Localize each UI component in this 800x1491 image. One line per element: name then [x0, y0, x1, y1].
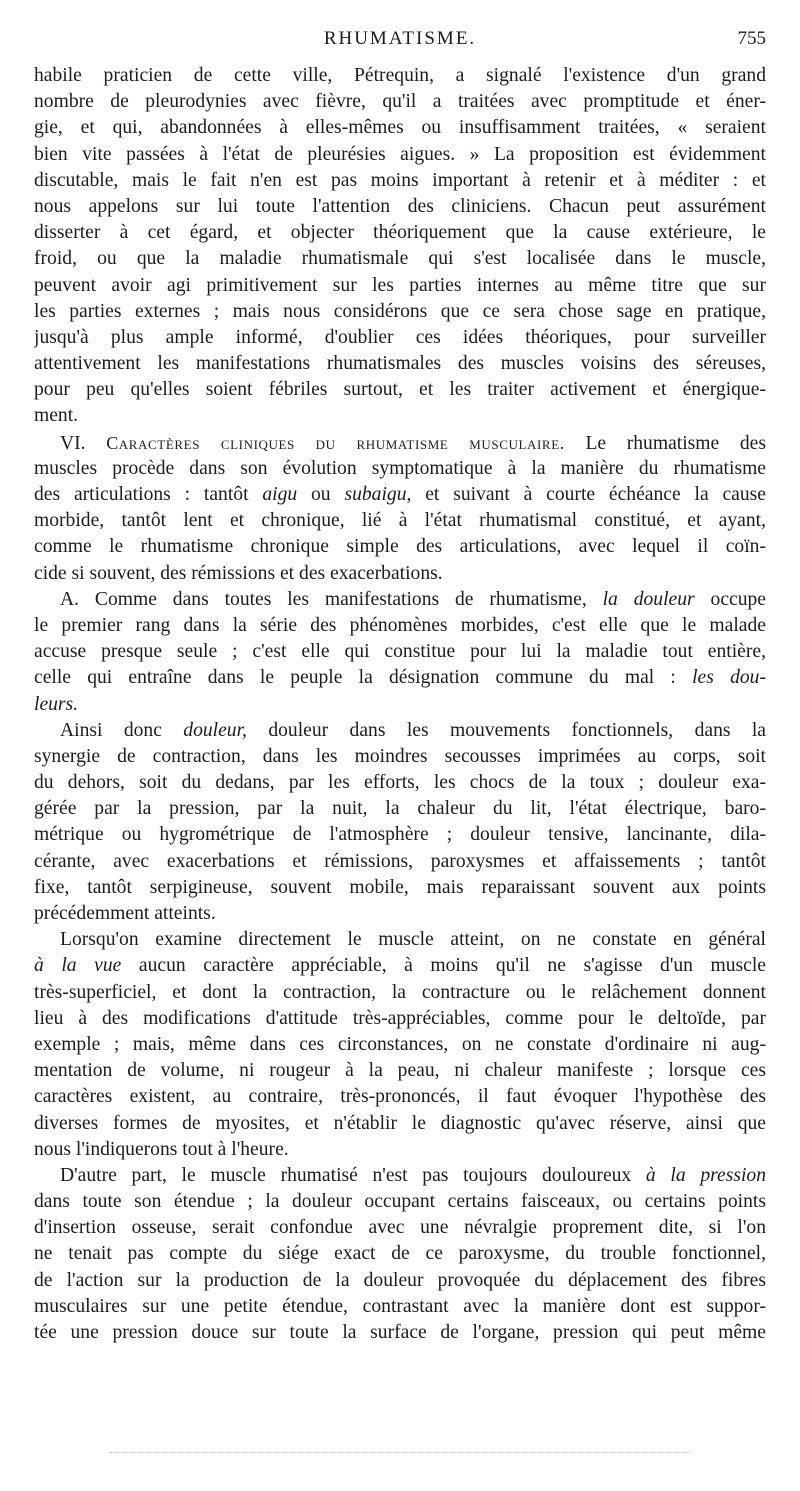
text-segment: gie, et qui, abandonnées à elles-mêmes ou insuffisamment traitées, « seraient: [34, 117, 766, 139]
text-segment: celle qui entraîne dans le peuple la désignation commune du mal :: [34, 667, 693, 689]
text-line: [34, 796, 766, 822]
italic-text: leurs.: [34, 693, 79, 715]
text-line: [34, 1163, 766, 1189]
text-line: [34, 1294, 766, 1320]
text-line: [34, 273, 766, 299]
text-line: [34, 482, 766, 508]
text-line: [34, 1084, 766, 1110]
text-segment: musculaires sur une petite étendue, contrastant avec la manière dont est suppor-: [34, 1295, 766, 1317]
text-segment: froid, ou que la maladie rhumatismale qui s'est localisée dans le muscle,: [34, 248, 766, 270]
body-text: [34, 63, 766, 1346]
running-title: RHUMATISME.: [323, 28, 477, 49]
italic-text: aigu: [262, 484, 298, 505]
text-line: [34, 770, 766, 796]
text-line: [34, 403, 766, 429]
text-line: [34, 325, 766, 351]
text-segment: métrique ou hygrométrique de l'atmosphère ; douleur tensive, lancinante, dila-: [34, 824, 766, 846]
text-line: [34, 246, 766, 272]
text-segment: nous l'indiquerons tout à l'heure.: [34, 1138, 289, 1160]
text-line: [34, 639, 766, 665]
text-line: [34, 980, 766, 1006]
text-line: [34, 665, 766, 691]
text-segment: occupe: [694, 588, 766, 610]
text-segment: nous appelons sur lui toute l'attention des cliniciens. Chacun peut assurément: [34, 195, 766, 217]
text-line: [34, 927, 766, 953]
text-segment: accuse presque seule ; c'est elle qui constitue pour lui la maladie tout entière,: [34, 641, 766, 663]
text-segment: VI.: [60, 432, 107, 454]
text-line: [34, 822, 766, 848]
text-segment: lieu à des modifications d'attitude très-appréciables, comme pour le deltoïde, par: [34, 1007, 766, 1029]
text-segment: morbide, tantôt lent et chronique, lié à l'état rhumatismal constitué, et ayant,: [34, 510, 766, 532]
footer-rule: [110, 1452, 690, 1453]
text-line: [34, 901, 766, 927]
text-line: [34, 115, 766, 141]
text-segment: pour peu qu'elles soient fébriles surtout, et les traiter activement et énergique-: [34, 379, 766, 401]
text-segment: A. Comme dans toutes les manifestations de rhumatisme,: [60, 588, 603, 610]
text-line: [34, 1058, 766, 1084]
text-line: [34, 1320, 766, 1346]
text-line: [34, 89, 766, 115]
italic-text: à la pression: [645, 1164, 766, 1186]
text-segment: de l'action sur la production de la douleur provoquée du déplacement des fibres: [34, 1269, 766, 1291]
text-segment: les parties externes ; mais nous considérons que ce sera chose sage en pratique,: [34, 300, 766, 322]
text-line: [34, 351, 766, 377]
text-segment: peuvent avoir agi primitivement sur les parties internes au même titre que sur: [34, 274, 766, 296]
text-line: [34, 1215, 766, 1241]
text-line: [34, 1137, 766, 1163]
text-segment: très-superficiel, et dont la contraction, la contracture ou le relâchement donnent: [34, 981, 766, 1003]
text-segment: des articulations : tantôt: [34, 484, 263, 505]
text-segment: aucun caractère appréciable, à moins qu'il ne s'agisse d'un muscle: [121, 955, 766, 977]
text-line: [34, 1268, 766, 1294]
text-segment: le premier rang dans la série des phénomènes morbides, c'est elle que le malade: [34, 614, 766, 636]
page-header: [34, 28, 766, 58]
text-line: [34, 1032, 766, 1058]
italic-text: subaigu: [344, 484, 407, 505]
text-line: [34, 142, 766, 168]
text-segment: gérée par la pression, par la nuit, la chaleur du lit, l'état électrique, baro-: [34, 798, 766, 820]
text-segment: ment.: [34, 405, 79, 427]
italic-text: les dou-: [692, 667, 766, 689]
text-segment: Ainsi donc: [60, 719, 184, 741]
text-line: [34, 63, 766, 89]
text-segment: Lorsqu'on examine directement le muscle atteint, on ne constate en général: [60, 929, 766, 951]
text-segment: du dehors, soit du dedans, par les efforts, les chocs de la toux ; douleur exa-: [34, 772, 766, 794]
text-line: [34, 613, 766, 639]
text-segment: ne tenait pas compte du siége exact de ce paroxysme, du trouble fonctionnel,: [34, 1243, 766, 1265]
text-line: [34, 508, 766, 534]
text-line: [34, 744, 766, 770]
section-heading: Caractères cliniques du rhumatisme musculaire.: [106, 432, 565, 453]
text-segment: synergie de contraction, dans les moindres secousses imprimées au corps, soit: [34, 745, 766, 767]
text-segment: discutable, mais le fait n'en est pas moins important à retenir et à méditer : et: [34, 169, 766, 191]
text-line: [34, 692, 766, 718]
text-segment: Le rhumatisme des: [564, 432, 766, 454]
text-segment: comme le rhumatisme chronique simple des articulations, avec lequel il coïn-: [34, 536, 766, 558]
text-line: [34, 561, 766, 587]
text-segment: mentation de volume, ni rougeur à la peau, ni chaleur manifeste ; lorsque ces: [34, 1060, 766, 1082]
text-line: [34, 1241, 766, 1267]
text-segment: d'insertion osseuse, serait confondue avec une névralgie proprement dite, si l'on: [34, 1217, 766, 1239]
text-segment: D'autre part, le muscle rhumatisé n'est pas toujours douloureux: [60, 1164, 646, 1186]
text-line: [34, 875, 766, 901]
text-line: [34, 299, 766, 325]
text-segment: exemple ; mais, même dans ces circonstances, on ne constate d'ordinaire ni aug-: [34, 1033, 766, 1055]
text-segment: cide si souvent, des rémissions et des exacerbations.: [34, 562, 443, 584]
text-line: [34, 718, 766, 744]
text-line: [34, 849, 766, 875]
text-segment: douleur dans les mouvements fonctionnels, dans la: [246, 719, 766, 741]
text-segment: précédemment atteints.: [34, 903, 216, 924]
text-line: [34, 1006, 766, 1032]
text-segment: nombre de pleurodynies avec fièvre, qu'il a traitées avec promptitude et éner-: [34, 91, 766, 113]
text-line: [34, 1189, 766, 1215]
text-segment: ou: [297, 484, 345, 505]
text-segment: habile praticien de cette ville, Pétrequin, a signalé l'existence d'un grand: [34, 65, 766, 86]
text-segment: bien vite passées à l'état de pleurésies aigues. » La proposition est évidemment: [34, 143, 766, 165]
text-segment: cérante, avec exacerbations et rémissions, paroxysmes et affaissements ; tantôt: [34, 850, 766, 872]
italic-text: douleur,: [183, 719, 247, 741]
text-segment: , et suivant à courte échéance la cause: [406, 484, 766, 505]
text-line: [34, 220, 766, 246]
italic-text: à la vue: [34, 955, 122, 977]
text-line: [34, 377, 766, 403]
text-segment: dans toute son étendue ; la douleur occupant certains faisceaux, ou certains points: [34, 1191, 766, 1213]
text-line: [34, 168, 766, 194]
text-line: [34, 534, 766, 560]
text-line: [34, 430, 766, 456]
text-segment: caractères existent, au contraire, très-prononcés, il faut évoquer l'hypothèse des: [34, 1086, 766, 1108]
text-segment: jusqu'à plus ample informé, d'oublier ces idées théoriques, pour surveiller: [34, 326, 766, 348]
text-segment: diverses formes de myosites, et n'établir le diagnostic qu'avec réserve, ainsi que: [34, 1112, 766, 1134]
text-line: [34, 194, 766, 220]
text-line: [34, 1111, 766, 1137]
text-line: [34, 587, 766, 613]
page-number: 755: [737, 28, 766, 49]
text-line: [34, 456, 766, 482]
text-line: [34, 953, 766, 979]
text-segment: tée une pression douce sur toute la surface de l'organe, pression qui peut même: [34, 1322, 766, 1343]
italic-text: la douleur: [602, 588, 695, 610]
text-segment: fixe, tantôt serpigineuse, souvent mobile, mais reparaissant souvent aux points: [34, 876, 766, 898]
text-segment: attentivement les manifestations rhumatismales des muscles voisins des séreuses,: [34, 353, 766, 375]
text-segment: disserter à cet égard, et objecter théoriquement que la cause extérieure, le: [34, 222, 766, 244]
text-segment: muscles procède dans son évolution symptomatique à la manière du rhumatisme: [34, 457, 766, 479]
